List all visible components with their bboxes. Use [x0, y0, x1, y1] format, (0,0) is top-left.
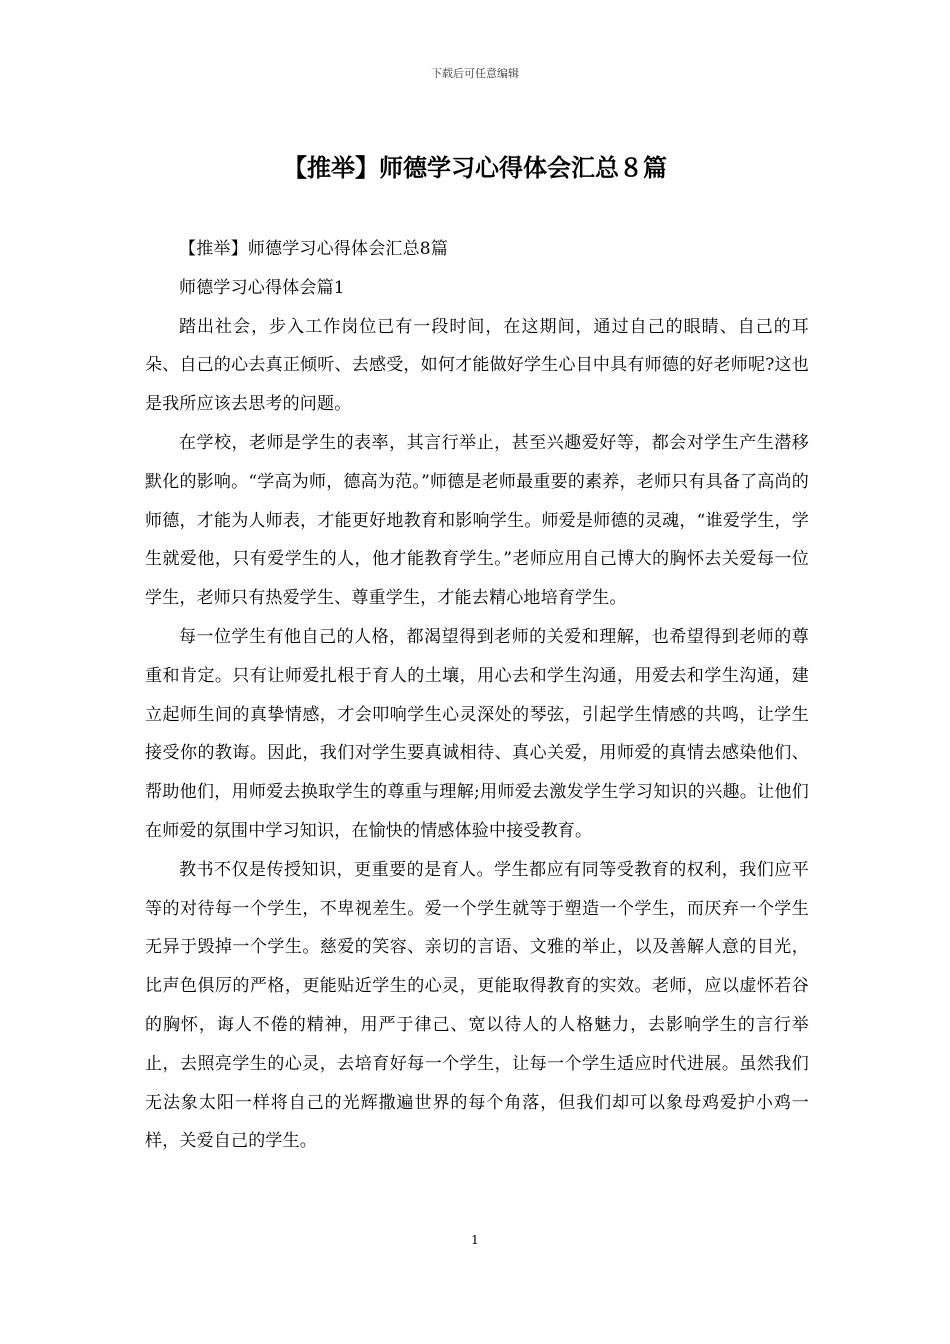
body-paragraph: 教书不仅是传授知识，更重要的是育人。学生都应有同等受教育的权利，我们应平等的对待每一个学生，不卑视差生。爱一个学生就等于塑造一个学生，而厌弃一个学生无异于毁掉一个学生。慈爱的笑容、亲切的言语、文雅的举止，以及善解人意的目光，比声色俱厉的严格，更能贴近学生的心灵，更能取得教育的实效。老师，应以虚怀若谷的胸怀，诲人不倦的精神，用严于律己、宽以待人的人格魅力，去影响学生的言行举止，去照亮学生的心灵，去培育好每一个学生，让每一个学生适应时代进展。虽然我们无法象太阳一样将自己的光辉撒遍世界的每个角落，但我们却可以象母鸡爱护小鸡一样，关爱自己的学生。: [145, 859, 809, 1152]
body-paragraph: 在学校，老师是学生的表率，其言行举止，甚至兴趣爱好等，都会对学生产生潜移默化的影响。“学高为师，德高为范。”师德是老师最重要的素养，老师只有具备了高尚的师德，才能为人师表，才能更好地教育和影响学生。师爱是师德的灵魂，“谁爱学生，学生就爱他，只有爱学生的人，他才能教育学生。”老师应用自己博大的胸怀去关爱每一位学生，老师只有热爱学生、尊重学生，才能去精心地培育学生。: [145, 432, 809, 609]
body-paragraph: 踏出社会，步入工作岗位已有一段时间，在这期间，通过自己的眼睛、自己的耳朵、自己的心去真正倾听、去感受，如何才能做好学生心目中具有师德的好老师呢?这也是我所应该去思考的问题。: [145, 316, 809, 415]
section-heading: 师德学习心得体会篇1: [179, 277, 345, 298]
document-body: [145, 230, 809, 1161]
page-header-note: 下载后可任意编辑: [431, 67, 519, 80]
document-title: 【推举】师德学习心得体会汇总８篇: [283, 154, 667, 182]
page-number: 1: [471, 1233, 479, 1247]
body-paragraph: 每一位学生有他自己的人格，都渴望得到老师的关爱和理解，也希望得到老师的尊重和肯定。只有让师爱扎根于育人的土壤，用心去和学生沟通，用爱去和学生沟通，建立起师生间的真挚情感，才会叩响学生心灵深处的琴弦，引起学生情感的共鸣，让学生接受你的教诲。因此，我们对学生要真诚相待、真心关爱，用师爱的真情去感染他们、帮助他们，用师爱去换取学生的尊重与理解;用师爱去激发学生学习知识的兴趣。让他们在师爱的氛围中学习知识，在愉快的情感体验中接受教育。: [145, 626, 809, 841]
subtitle-paragraph: 【推举】师德学习心得体会汇总8篇: [179, 239, 449, 259]
